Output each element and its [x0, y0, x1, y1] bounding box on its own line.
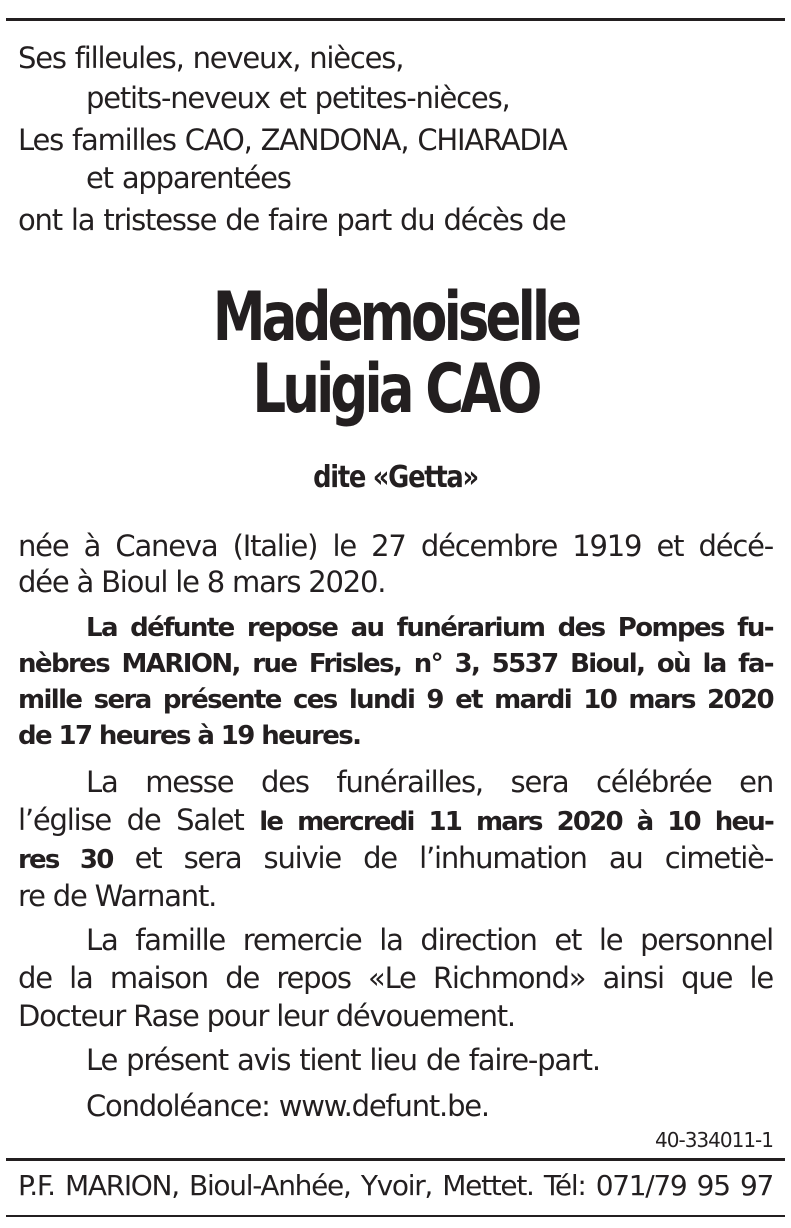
birth-line-2: dée à Bioul le 8 mars 2020. — [18, 565, 386, 599]
repose-line-2: nèbres MARION, rue Frisles, n° 3, 5537 Bioul, où la fa- — [18, 649, 773, 679]
mass-burial-text: et sera suivie de l’inhumation au cimetiè- — [112, 841, 773, 875]
mass-line-4: re de Warnant. — [18, 879, 217, 913]
intro-line-godchildren: Ses filleules, neveux, nièces, — [18, 41, 404, 75]
repose-line-3: mille sera présente ces lundi 9 et mardi 10 mars 2020 — [18, 685, 773, 715]
mass-date-text: le mercredi 11 mars 2020 à 10 heu- — [259, 807, 773, 837]
mass-time-text: res 30 — [18, 845, 113, 875]
funeral-home-footer: P.F. MARION, Bioul-Anhée, Yvoir, Mettet. Tél: 071/79 95 97 — [18, 1169, 773, 1202]
condolences-line: Condoléance: www.defunt.be. — [86, 1089, 489, 1123]
mass-line-1: La messe des funérailles, sera célébrée en — [86, 765, 773, 799]
intro-line-grandnephews: petits-neveux et petites-nièces, — [86, 81, 510, 115]
mass-church-text: l’église de Salet — [18, 803, 260, 837]
footer-top-rule — [6, 1158, 785, 1161]
intro-line-announcement: ont la tristesse de faire part du décès de — [18, 203, 566, 237]
thanks-line-3: Docteur Rase pour leur dévouement. — [18, 999, 515, 1033]
intro-line-families: Les familles CAO, ZANDONA, CHIARADIA — [18, 123, 567, 157]
thanks-line-1: La famille remercie la direction et le personnel — [86, 923, 773, 957]
mass-line-2 — [18, 801, 773, 841]
deceased-title: Mademoiselle — [212, 278, 579, 357]
notice-line: Le présent avis tient lieu de faire-part. — [86, 1043, 600, 1077]
mass-line-3 — [18, 839, 773, 879]
thanks-line-2: de la maison de repos «Le Richmond» ainsi que le — [18, 961, 773, 995]
deceased-nickname: dite «Getta» — [313, 460, 478, 495]
deceased-name: Luigia CAO — [252, 350, 539, 429]
repose-line-1: La défunte repose au funérarium des Pompes fu- — [86, 613, 773, 643]
reference-number: 40-334011-1 — [655, 1128, 773, 1152]
repose-line-4: de 17 heures à 19 heures. — [18, 721, 361, 751]
bottom-rule — [6, 1215, 785, 1217]
birth-line-1: née à Caneva (Italie) le 27 décembre 1919 et décé- — [18, 529, 773, 563]
top-rule — [6, 18, 785, 21]
intro-line-relatives: et apparentées — [86, 161, 291, 195]
